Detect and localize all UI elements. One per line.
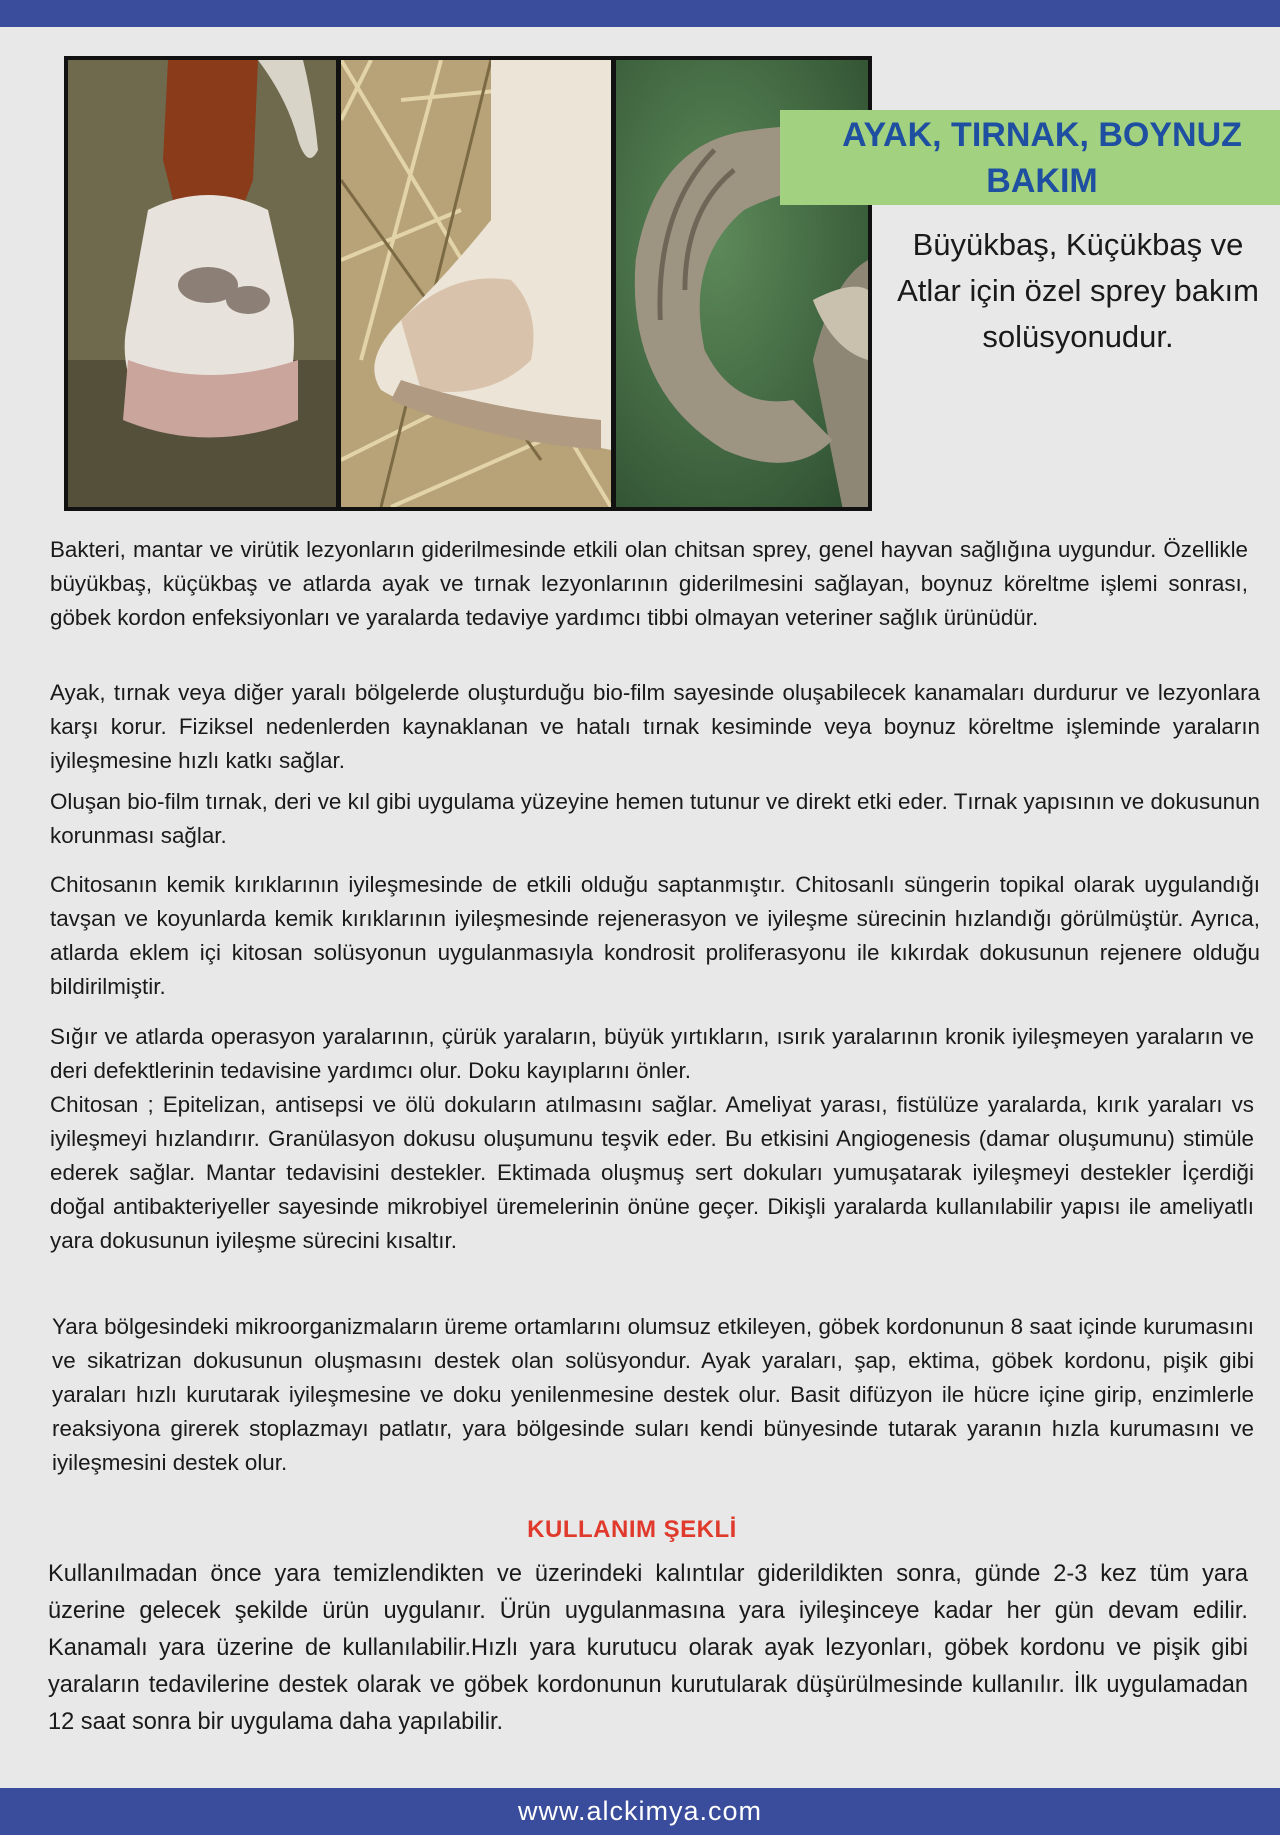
- paragraph-biofilm: Ayak, tırnak veya diğer yaralı bölgelerde oluşturduğu bio-film sayesinde oluşabilecek kanamaları durdurur ve lezyonlara karşı korur. Fiziksel nedenlerden kaynaklanan ve hatalı tırnak kesiminde veya boynuz köreltme işleminde yaraların iyileşmesine hızlı katkı sağlar.: [50, 680, 1260, 773]
- title-box: [780, 110, 1280, 205]
- photo-strip: [64, 56, 872, 511]
- paragraph-intro: Bakteri, mantar ve virütik lezyonların giderilmesinde etkili olan chitsan sprey, genel hayvan sağlığına uygundur. Özellikle büyükbaş, küçükbaş ve atlarda ayak ve tırnak lezyonlarının giderilmesini sağlayan, boynuz köreltme işlemi sonrası, göbek kordon enfeksiyonları ve yaralarda tedaviye yardımcı tibbi olmayan veteriner sağlık ürünüdür.: [50, 537, 1248, 630]
- top-bar: [0, 0, 1280, 27]
- paragraph-umbilical: Yara bölgesindeki mikroorganizmaların üreme ortamlarını olumsuz etkileyen, göbek kordonunun 8 saat içinde kurumasını ve sikatrizan dokusunun oluşmasını destek olan solüsyondur. Ayak yaraları, şap, ektima, göbek kordonu, pişik gibi yaraları hızlı kurutarak iyileşmesine ve doku yenilenmesine destek olur. Basit difüzyon ile hücre içine girip, enzimlerle reaksiyona girerek stoplazmayı patlatır, yara bölgesinde suları kendi bünyesinde tutarak yaranın hızla kurumasını ve iyileşmesini destek olur.: [52, 1314, 1254, 1475]
- website-link[interactable]: www.alckimya.com: [517, 1796, 763, 1826]
- page-subtitle: Büyükbaş, Küçükbaş ve Atlar için özel sprey bakım solüsyonudur.: [897, 227, 1259, 354]
- page-title: AYAK, TIRNAK, BOYNUZ BAKIM: [842, 116, 1242, 200]
- horse-hoof-photo: [341, 60, 611, 507]
- paragraph-bone-healing: Chitosanın kemik kırıklarının iyileşmesinde de etkili olduğu saptanmıştır. Chitosanlı süngerin topikal olarak uygulandığı tavşan ve koyunlarda kemik kırıklarının iyileşmesinde rejenerasyon ve iyileşme sürecinin hızlandığı görülmüştür. Ayrıca, atlarda eklem içi kitosan solüsyonun uygulanmasıyla kondrosit proliferasyonu ile kıkırdak dokusunun rejenere olduğu bildirilmiştir.: [50, 872, 1260, 999]
- footer-bar: [0, 1788, 1280, 1835]
- usage-text: Kullanılmadan önce yara temizlendikten ve üzerindeki kalıntılar giderildikten sonra, günde 2-3 kez tüm yara üzerine gelecek şekilde ürün uygulanır. Ürün uygulanmasına yara iyileşinceye kadar her gün devam edilir. Kanamalı yara üzerine de kullanılabilir.Hızlı yara kurutucu olarak ayak lezyonları, göbek kordonu ve pişik gibi yaraların tedavilerine destek olarak ve göbek kordonunun kurutularak düşürülmesinde kullanılır. İlk uygulamadan 12 saat sonra bir uygulama daha yapılabilir.: [48, 1561, 1248, 1735]
- paragraph-wounds: Sığır ve atlarda operasyon yaralarının, çürük yaraların, büyük yırtıkların, ısırık yaralarının kronik iyileşmeyen yaraların ve deri defektlerinin tedavisine yardımcı olur. Doku kayıplarını önler.: [50, 1024, 1254, 1083]
- usage-title: KULLANIM ŞEKLİ: [527, 1516, 737, 1543]
- paragraph-adhesion: Oluşan bio-film tırnak, deri ve kıl gibi uygulama yüzeyine hemen tutunur ve direkt etki eder. Tırnak yapısının ve dokusunun korunması sağlar.: [50, 789, 1260, 848]
- paragraph-chitosan: Chitosan ; Epitelizan, antisepsi ve ölü dokuların atılmasını sağlar. Ameliyat yarası, fistülüze yaralarda, kırık yaraları vs iyileşmeyi hızlandırır. Granülasyon dokusu oluşumunu teşvik eder. Bu etkisini Angiogenesis (damar oluşumunu) stimüle ederek sağlar. Mantar tedavisini destekler. Ektimada oluşmuş sert dokuları yumuşatarak iyileşmeyi destekler İçerdiği doğal antibakteriyeller sayesinde mikrobiyel üremelerinin önüne geçer. Dikişli yaralarda kullanılabilir yapısı ile ameliyatlı yara dokusunun iyileşme sürecini kısaltır.: [50, 1092, 1254, 1253]
- cow-hoof-photo: [68, 60, 336, 507]
